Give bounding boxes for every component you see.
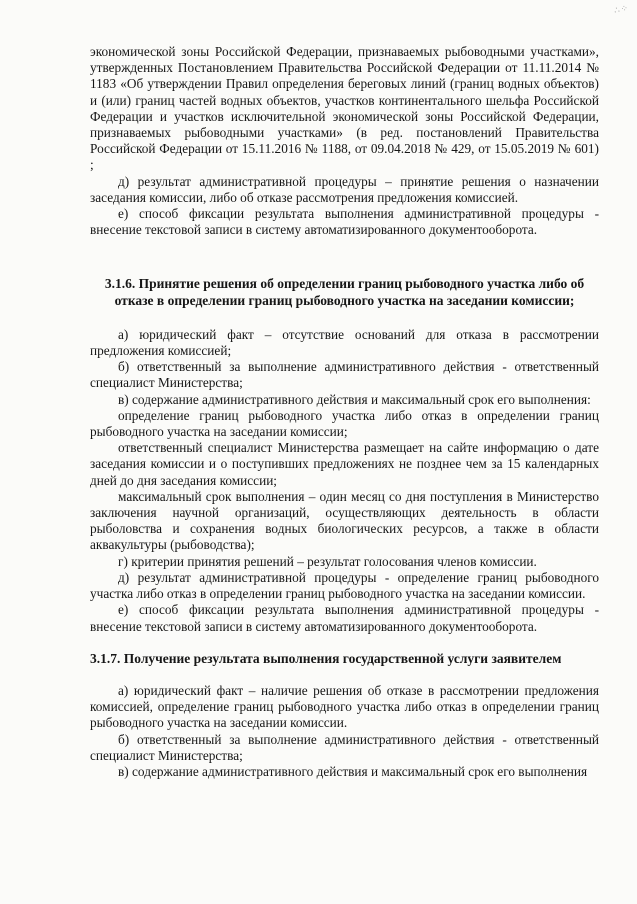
- section-3-1-6-item-d: д) результат административной процедуры - определение границ рыбоводного участка либо отказ в определении границ рыбоводного участка на заседании комиссии.: [90, 569, 599, 602]
- paragraph-item-e: е) способ фиксации результата выполнения административной процедуры - внесение текстовой записи в систему автоматизированного документооборота.: [90, 206, 599, 238]
- section-3-1-6-item-b: б) ответственный за выполнение административного действия - ответственный специалист Министерства;: [90, 359, 599, 391]
- section-3-1-7-item-b: б) ответственный за выполнение административного действия - ответственный специалист Министерства;: [90, 731, 599, 763]
- section-3-1-6-item-v: в) содержание административного действия и максимальный срок его выполнения:: [118, 391, 591, 407]
- section-3-1-6-item-v-2: ответственный специалист Министерства размещает на сайте информацию о дате заседания комиссии и о поступивших предложениях не позднее чем за 15 календарных дней до дня заседания комиссии;: [90, 440, 599, 488]
- top-continuation-block: [90, 44, 599, 238]
- paragraph-continuation: экономической зоны Российской Федерации, признаваемых рыбоводными участками», утвержденных Постановлением Правительства Российской Федерации от 11.11.2014 № 1183 «Об утверждении Правил определения береговых линий (границ водных объектов) и (или) границ частей водных объектов, участков континентального шельфа Российской Федерации и участков исключительной экономической зоны Российской Федерации, признаваемых рыбоводными участками» (в ред. постановлений Правительства Российской Федерации от 15.11.2016 № 1188, от 09.04.2018 № 429, от 15.05.2019 № 601) ;: [90, 44, 599, 173]
- section-3-1-7-title: 3.1.7. Получение результата выполнения государственной услуги заявителем: [90, 650, 562, 666]
- section-3-1-6: [90, 276, 599, 634]
- section-3-1-6-item-v-1: определение границ рыбоводного участка либо отказ в определении границ рыбоводного участка на заседании комиссии;: [90, 407, 599, 440]
- section-3-1-6-title: 3.1.6. Принятие решения об определении границ рыбоводного участка либо об отказе в определении границ рыбоводного участка на заседании комиссии;: [104, 276, 585, 308]
- section-3-1-6-item-g: г) критерии принятия решений – результат голосования членов комиссии.: [118, 553, 537, 569]
- section-3-1-7-item-v: в) содержание административного действия и максимальный срок его выполнения: [118, 763, 588, 779]
- section-3-1-7-item-a: а) юридический факт – наличие решения об отказе в рассмотрении предложения комиссией, определение границ рыбоводного участка либо отказ в определении границ рыбоводного участка на заседании комиссии.: [90, 682, 599, 731]
- section-3-1-6-item-v-3: максимальный срок выполнения – один месяц со дня поступления в Министерство заключения научной организаций, осуществляющих деятельность в области рыболовства и сохранения водных биологических ресурсов, а также в области аквакультуры (рыбоводства);: [90, 488, 599, 553]
- section-3-1-6-item-a: а) юридический факт – отсутствие оснований для отказа в рассмотрении предложения комиссией;: [90, 326, 599, 359]
- section-3-1-6-item-e: е) способ фиксации результата выполнения административной процедуры - внесение текстовой записи в систему автоматизированного документооборота.: [90, 602, 599, 634]
- section-3-1-7: [90, 651, 599, 780]
- scan-corner-mark: ∴⁘: [612, 2, 630, 16]
- paragraph-item-d: д) результат административной процедуры – принятие решения о назначении заседания комиссии, либо об отказе рассмотрения предложения комиссией.: [90, 173, 599, 205]
